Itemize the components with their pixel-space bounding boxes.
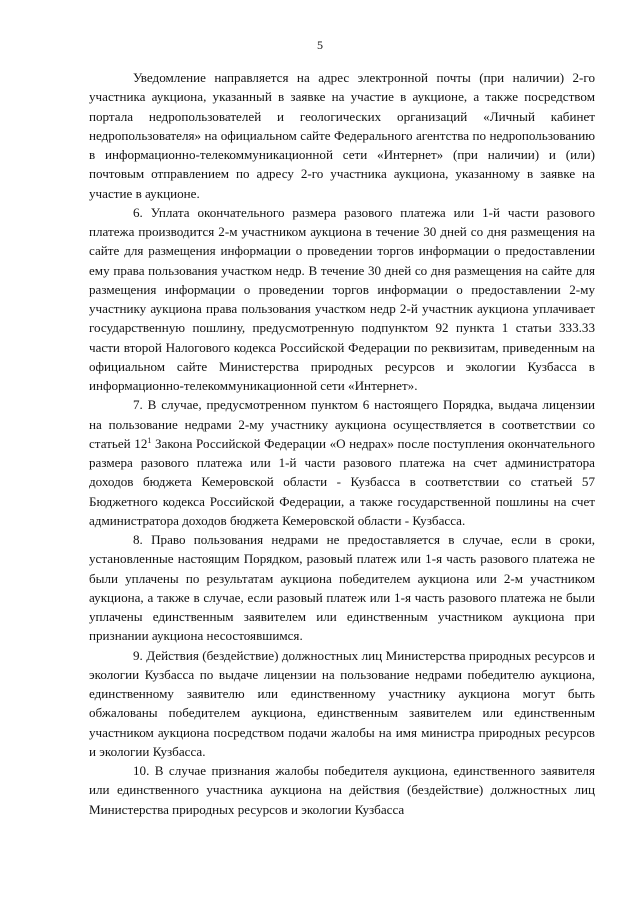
paragraph-7-text-start: 7. В случае, предусмотренном пунктом 6 настоящего Порядка, выдача лицензии на пользование недрами 2-му участнику аукциона осуществляется в соответствии со статьей 12	[89, 397, 595, 451]
paragraph-9: 9. Действия (бездействие) должностных лиц Министерства природных ресурсов и экологии Кузбасса по выдаче лицензии на пользование недрами победителю аукциона, единственному заявителю или единственному участнику аукциона могут быть обжалованы победителем аукциона, единственным заявителем или единственным участником аукциона посредством подачи жалобы на имя министра природных ресурсов и экологии Кузбасса.	[89, 647, 595, 759]
article-superscript: 1	[147, 435, 152, 445]
paragraph-6: 6. Уплата окончательного размера разового платежа или 1-й части разового платежа производится 2-м участником аукциона в течение 30 дней со дня размещения на сайте для размещения информации о проведении торгов информации о предоставлении ему права пользования участком недр. В течение 30 дней со дня размещения на сайте для размещения информации о проведении торгов информации о предоставлении 2-му участнику аукциона права пользования участком недр 2-й участник аукциона уплачивает государственную пошлину, предусмотренную подпунктом 92 пункта 1 статьи 333.33 части второй Налогового кодекса Российской Федерации по реквизитам, приведенным на официальном сайте Министерства природных ресурсов и экологии Кузбасса в информационно-телекоммуникационной сети «Интернет».	[89, 204, 595, 393]
paragraph-8: 8. Право пользования недрами не предоставляется в случае, если в сроки, установленные настоящим Порядком, разовый платеж или 1-я часть разового платежа не были уплачены по результатам аукциона победителем аукциона или 2-м участником аукциона, а также в случае, если разовый платеж или 1-я часть разового платежа не были уплачены единственным заявителем или единственным участником аукциона при признании аукциона несостоявшимся.	[89, 532, 595, 644]
paragraph-10: 10. В случае признания жалобы победителя аукциона, единственного заявителя или единственного участника аукциона на действия (бездействие) должностных лиц Министерства природных ресурсов и экологии Кузбасса	[89, 763, 595, 817]
paragraph-7-text-end: Закона Российской Федерации «О недрах» после поступления окончательного размера разового платежа или 1-й части разового платежа на счет администратора доходов бюджета Кемеровской области - Кузбасса в соответствии со статьей 57 Бюджетного кодекса Российской Федерации, а также государственной пошлины на счет администратора доходов бюджета Кемеровской области - Кузбасса.	[89, 435, 595, 528]
page-number: 5	[317, 38, 323, 52]
document-body	[89, 68, 595, 819]
paragraph-7	[89, 395, 595, 530]
paragraph-notification: Уведомление направляется на адрес электронной почты (при наличии) 2-го участника аукциона, указанный в заявке на участие в аукционе, а также посредством портала недропользователей и геологических организаций «Личный кабинет недропользователя» на официальном сайте Федерального агентства по недропользованию в информационно-телекоммуникационной сети «Интернет» (при наличии) и (или) почтовым отправлением по адресу 2-го участника аукциона, указанному в заявке на участие в аукционе.	[89, 70, 595, 201]
